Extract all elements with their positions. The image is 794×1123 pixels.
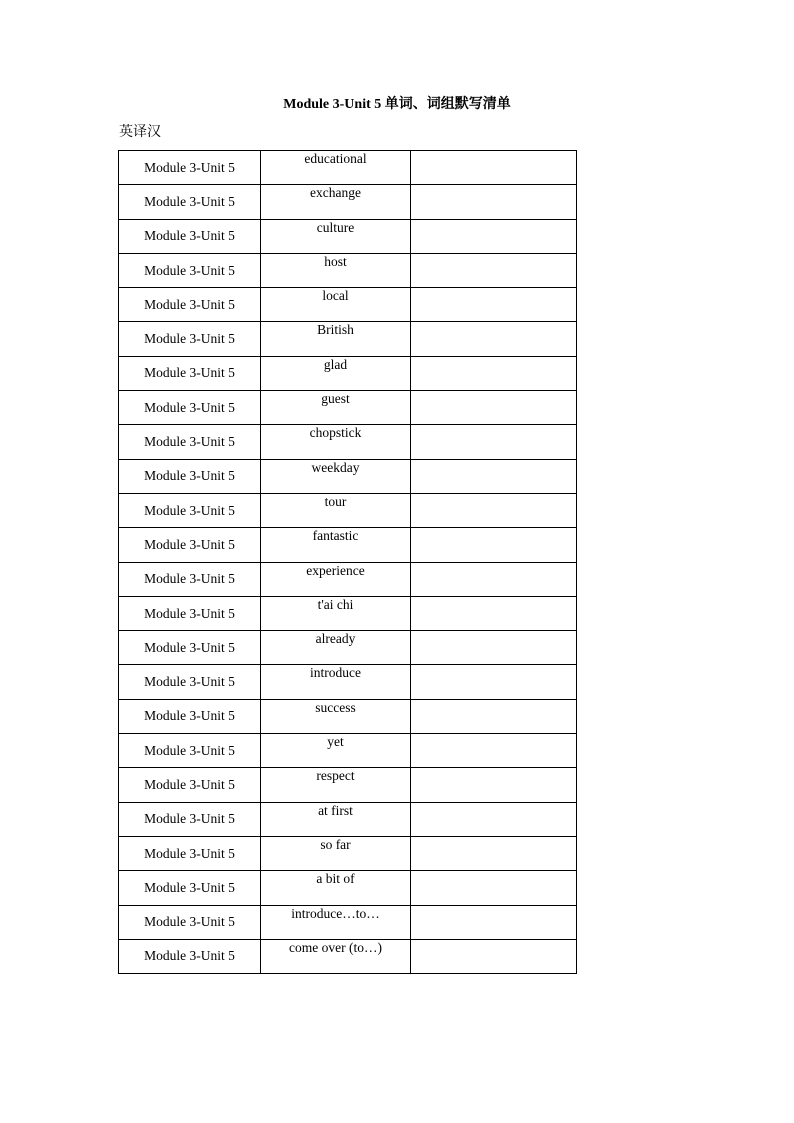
answer-blank-cell[interactable] — [411, 391, 577, 425]
english-word-cell: local — [261, 288, 411, 322]
table-row — [119, 699, 577, 733]
table-row — [119, 528, 577, 562]
table-row — [119, 562, 577, 596]
table-row — [119, 425, 577, 459]
english-word-cell: exchange — [261, 185, 411, 219]
answer-blank-cell[interactable] — [411, 322, 577, 356]
answer-blank-cell[interactable] — [411, 459, 577, 493]
english-word-cell: fantastic — [261, 528, 411, 562]
unit-cell: Module 3-Unit 5 — [119, 322, 261, 356]
unit-cell: Module 3-Unit 5 — [119, 459, 261, 493]
english-word-cell: respect — [261, 768, 411, 802]
english-word-cell: British — [261, 322, 411, 356]
english-word-cell: glad — [261, 356, 411, 390]
table-row — [119, 459, 577, 493]
english-word-cell: already — [261, 631, 411, 665]
unit-cell: Module 3-Unit 5 — [119, 185, 261, 219]
answer-blank-cell[interactable] — [411, 493, 577, 527]
unit-cell: Module 3-Unit 5 — [119, 528, 261, 562]
answer-blank-cell[interactable] — [411, 939, 577, 973]
english-word-cell: come over (to…) — [261, 939, 411, 973]
unit-cell: Module 3-Unit 5 — [119, 665, 261, 699]
unit-cell: Module 3-Unit 5 — [119, 734, 261, 768]
unit-cell: Module 3-Unit 5 — [119, 699, 261, 733]
unit-cell: Module 3-Unit 5 — [119, 905, 261, 939]
unit-cell: Module 3-Unit 5 — [119, 151, 261, 185]
unit-cell: Module 3-Unit 5 — [119, 219, 261, 253]
answer-blank-cell[interactable] — [411, 836, 577, 870]
answer-blank-cell[interactable] — [411, 631, 577, 665]
table-row — [119, 905, 577, 939]
english-word-cell: weekday — [261, 459, 411, 493]
english-word-cell: so far — [261, 836, 411, 870]
answer-blank-cell[interactable] — [411, 699, 577, 733]
unit-cell: Module 3-Unit 5 — [119, 493, 261, 527]
unit-cell: Module 3-Unit 5 — [119, 871, 261, 905]
english-word-cell: educational — [261, 151, 411, 185]
table-row — [119, 836, 577, 870]
table-row — [119, 734, 577, 768]
answer-blank-cell[interactable] — [411, 425, 577, 459]
english-word-cell: tour — [261, 493, 411, 527]
answer-blank-cell[interactable] — [411, 665, 577, 699]
english-word-cell: introduce — [261, 665, 411, 699]
table-row — [119, 356, 577, 390]
table-row — [119, 322, 577, 356]
english-word-cell: host — [261, 253, 411, 287]
answer-blank-cell[interactable] — [411, 151, 577, 185]
answer-blank-cell[interactable] — [411, 219, 577, 253]
unit-cell: Module 3-Unit 5 — [119, 391, 261, 425]
unit-cell: Module 3-Unit 5 — [119, 768, 261, 802]
table-row — [119, 219, 577, 253]
answer-blank-cell[interactable] — [411, 253, 577, 287]
unit-cell: Module 3-Unit 5 — [119, 425, 261, 459]
table-row — [119, 493, 577, 527]
table-row — [119, 768, 577, 802]
english-word-cell: experience — [261, 562, 411, 596]
english-word-cell: a bit of — [261, 871, 411, 905]
section-label: 英译汉 — [119, 124, 161, 140]
english-word-cell: t'ai chi — [261, 596, 411, 630]
answer-blank-cell[interactable] — [411, 356, 577, 390]
answer-blank-cell[interactable] — [411, 905, 577, 939]
table-row — [119, 288, 577, 322]
answer-blank-cell[interactable] — [411, 871, 577, 905]
unit-cell: Module 3-Unit 5 — [119, 939, 261, 973]
unit-cell: Module 3-Unit 5 — [119, 562, 261, 596]
table-row — [119, 802, 577, 836]
english-word-cell: at first — [261, 802, 411, 836]
english-word-cell: guest — [261, 391, 411, 425]
answer-blank-cell[interactable] — [411, 562, 577, 596]
answer-blank-cell[interactable] — [411, 596, 577, 630]
table-row — [119, 939, 577, 973]
vocabulary-table-body — [119, 151, 577, 974]
unit-cell: Module 3-Unit 5 — [119, 802, 261, 836]
answer-blank-cell[interactable] — [411, 734, 577, 768]
answer-blank-cell[interactable] — [411, 288, 577, 322]
unit-cell: Module 3-Unit 5 — [119, 356, 261, 390]
unit-cell: Module 3-Unit 5 — [119, 631, 261, 665]
answer-blank-cell[interactable] — [411, 528, 577, 562]
answer-blank-cell[interactable] — [411, 185, 577, 219]
table-row — [119, 871, 577, 905]
answer-blank-cell[interactable] — [411, 802, 577, 836]
english-word-cell: chopstick — [261, 425, 411, 459]
vocabulary-table — [118, 150, 577, 974]
english-word-cell: success — [261, 699, 411, 733]
table-row — [119, 185, 577, 219]
table-row — [119, 253, 577, 287]
answer-blank-cell[interactable] — [411, 768, 577, 802]
table-row — [119, 391, 577, 425]
english-word-cell: introduce…to… — [261, 905, 411, 939]
english-word-cell: yet — [261, 734, 411, 768]
page-title: Module 3-Unit 5 单词、词组默写清单 — [283, 97, 511, 112]
unit-cell: Module 3-Unit 5 — [119, 288, 261, 322]
unit-cell: Module 3-Unit 5 — [119, 253, 261, 287]
unit-cell: Module 3-Unit 5 — [119, 836, 261, 870]
table-row — [119, 151, 577, 185]
unit-cell: Module 3-Unit 5 — [119, 596, 261, 630]
table-row — [119, 631, 577, 665]
table-row — [119, 665, 577, 699]
table-row — [119, 596, 577, 630]
english-word-cell: culture — [261, 219, 411, 253]
